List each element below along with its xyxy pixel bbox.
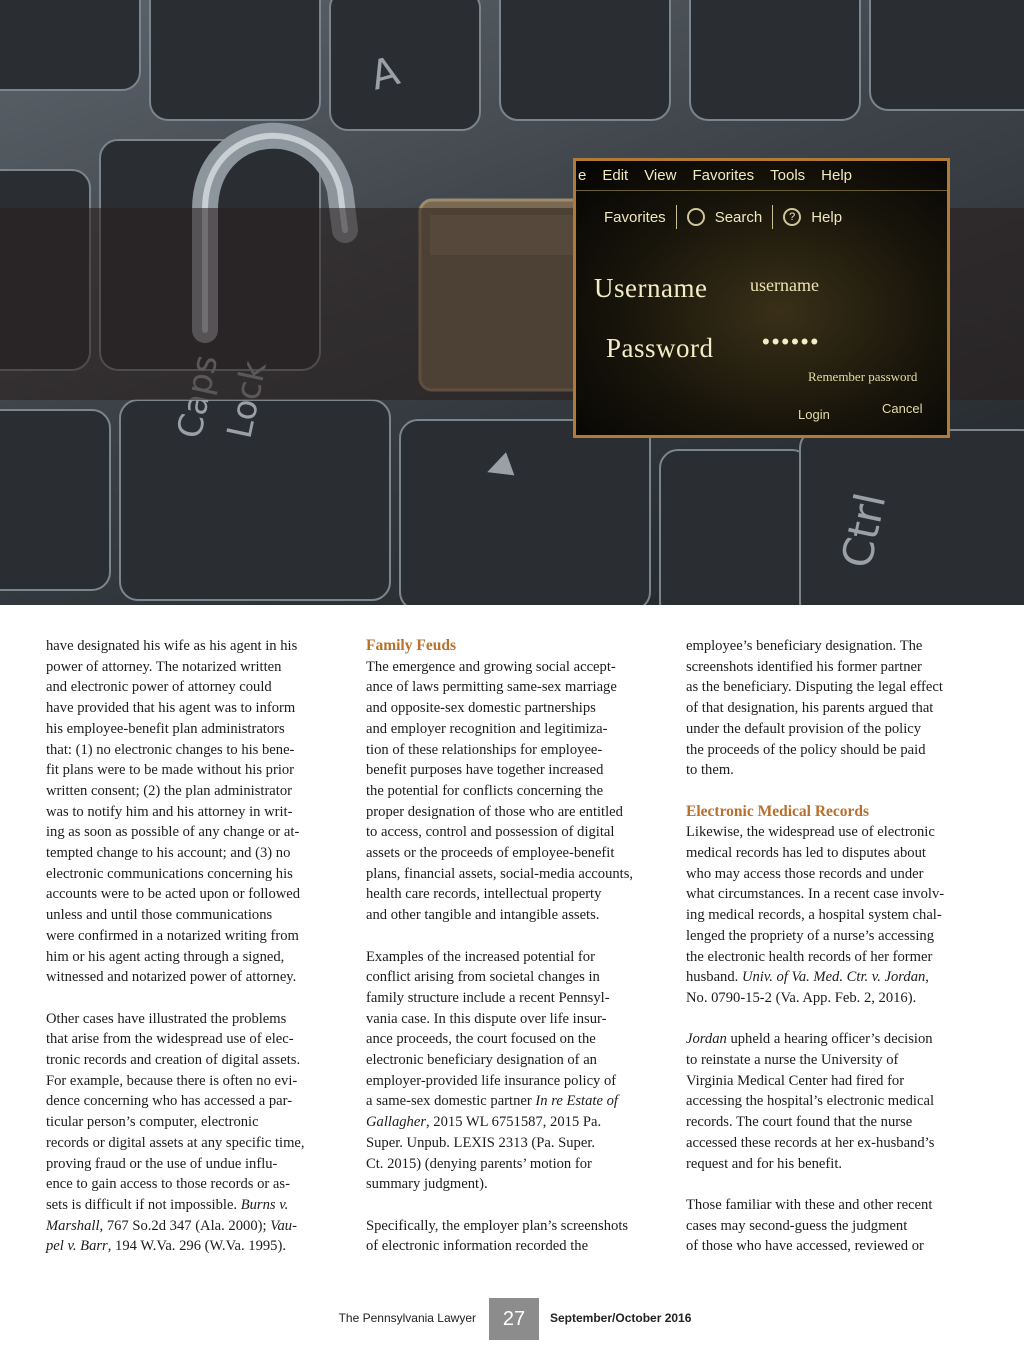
text-line: of those who have accessed, reviewed or <box>686 1238 924 1255</box>
text-line <box>366 1091 656 1112</box>
password-label: Password <box>606 333 714 363</box>
case-citation: Jordan <box>686 1031 727 1048</box>
text-line: tion of these relationships for employee- <box>366 741 603 758</box>
text-line: what circumstances. In a recent case involv- <box>686 886 945 903</box>
text-line <box>686 1029 976 1050</box>
login-screenshot-inset <box>573 158 950 438</box>
paragraph <box>686 1195 976 1257</box>
menu-help[interactable]: Help <box>821 167 853 184</box>
text-line <box>46 1195 336 1216</box>
browser-menu-bar <box>576 167 947 191</box>
text-line: The emergence and growing social accept- <box>366 658 616 675</box>
footer-publication: The Pennsylvania Lawyer <box>338 1311 476 1325</box>
text-line: the electronic health records of her former <box>686 948 933 965</box>
text-line: Super. Unpub. LEXIS 2313 (Pa. Super. <box>366 1134 596 1151</box>
menu-view[interactable]: View <box>644 167 677 184</box>
text-line: screenshots identified his former partner <box>686 658 922 675</box>
text-line: ance of laws permitting same-sex marriage <box>366 679 617 696</box>
page-number: 27 <box>489 1298 539 1340</box>
text-line: and electronic power of attorney could <box>46 679 272 696</box>
text-line: as the beneficiary. Disputing the legal effect <box>686 679 943 696</box>
text-line: lenged the propriety of a nurse’s accessing <box>686 927 935 944</box>
text-line: Specifically, the employer plan’s screenshots <box>366 1217 629 1234</box>
text-line: and other tangible and intangible assets. <box>366 907 600 924</box>
toolbar-separator <box>772 205 773 229</box>
text-line: him or his agent acting through a signed, <box>46 948 285 965</box>
hero-photo <box>0 0 1024 605</box>
text-line: records or digital assets at any specific time, <box>46 1134 305 1151</box>
menu-tools[interactable]: Tools <box>770 167 806 184</box>
text-line: have provided that his agent was to inform <box>46 700 296 717</box>
text-line <box>46 1216 336 1237</box>
case-citation: Burns v. <box>240 1196 289 1213</box>
text-line: ence to gain access to those records or as- <box>46 1176 290 1193</box>
username-label: Username <box>594 273 708 303</box>
login-button[interactable]: Login <box>798 407 830 422</box>
svg-text:A: A <box>365 48 405 100</box>
menu-edit[interactable]: Edit <box>602 167 629 184</box>
text-line: proving fraud or the use of undue influ- <box>46 1155 278 1172</box>
paragraph <box>366 657 656 926</box>
text-line: that arise from the widespread use of elec- <box>46 1031 294 1048</box>
cancel-button[interactable]: Cancel <box>882 401 923 416</box>
search-icon[interactable] <box>687 208 705 226</box>
text-line: unless and until those communications <box>46 907 273 924</box>
text-line: vania case. In this dispute over life insur- <box>366 1010 607 1027</box>
text-line: Ct. 2015) (denying parents’ motion for <box>366 1155 592 1172</box>
text-line: fit plans were to be made without his prior <box>46 762 295 779</box>
text-line: and employer recognition and legitimiza- <box>366 720 608 737</box>
text-line: request and for his benefit. <box>686 1155 843 1172</box>
text-line: ing medical records, a hospital system chal- <box>686 907 942 924</box>
toolbar-help[interactable]: Help <box>811 208 843 226</box>
text-line: Examples of the increased potential for <box>366 948 595 965</box>
text-line: Likewise, the widespread use of electronic <box>686 824 935 841</box>
browser-toolbar <box>604 203 842 231</box>
text-line: were confirmed in a notarized writing from <box>46 927 299 944</box>
password-field[interactable]: •••••• <box>762 329 821 354</box>
text-line: No. 0790-15-2 (Va. App. Feb. 2, 2016). <box>686 989 917 1006</box>
case-citation: pel v. Barr <box>46 1238 108 1255</box>
paragraph <box>366 1216 656 1257</box>
text-line: employee’s beneficiary designation. The <box>686 638 923 654</box>
text-line <box>366 1112 656 1133</box>
text-line: For example, because there is often no evi- <box>46 1072 298 1089</box>
text-line: Other cases have illustrated the problems <box>46 1010 287 1027</box>
text-line: ing as soon as possible of any change or at- <box>46 824 300 841</box>
text-line: his employee-benefit plan administrators <box>46 720 285 737</box>
text-line: Virginia Medical Center had fired for <box>686 1072 905 1089</box>
text-line <box>46 1236 336 1257</box>
article-column-1 <box>46 636 336 1257</box>
case-citation: Vau- <box>270 1217 297 1234</box>
case-citation: In re Estate of <box>535 1093 618 1110</box>
footer-issue-date: September/October 2016 <box>550 1311 692 1325</box>
text-line: accessed these records at her ex-husband’s <box>686 1134 935 1151</box>
text-line: to access, control and possession of digital <box>366 824 615 841</box>
text-line: power of attorney. The notarized written <box>46 658 282 675</box>
text-line: plans, financial assets, social-media accounts, <box>366 865 634 882</box>
article-column-3 <box>686 636 976 1257</box>
text-line: electronic communications concerning his <box>46 865 293 882</box>
paragraph <box>46 636 336 988</box>
text-line: to reinstate a nurse the University of <box>686 1052 899 1069</box>
help-icon[interactable]: ? <box>783 208 801 226</box>
text-line: tempted change to his account; and (3) no <box>46 845 291 862</box>
text-line: have designated his wife as his agent in his <box>46 638 298 654</box>
paragraph <box>686 1029 976 1174</box>
paragraph <box>686 822 976 1008</box>
case-citation: Univ. of Va. Med. Ctr. v. Jordan <box>741 969 926 986</box>
text-line: tronic records and creation of digital assets. <box>46 1052 301 1069</box>
toolbar-separator <box>676 205 677 229</box>
text-line: benefit purposes have together increased <box>366 762 604 779</box>
text-line: who may access those records and under <box>686 865 924 882</box>
text-line: witnessed and notarized power of attorney. <box>46 969 297 986</box>
text-line: ance proceeds, the court focused on the <box>366 1031 596 1048</box>
case-citation: Gallagher <box>366 1114 426 1131</box>
text-line: employer-provided life insurance policy of <box>366 1072 617 1089</box>
text-run: , 194 W.Va. 296 (W.Va. 1995). <box>107 1238 286 1255</box>
text-line: under the default provision of the policy <box>686 720 922 737</box>
text-line: to them. <box>686 762 734 779</box>
menu-file-fragment[interactable]: e <box>578 167 587 184</box>
svg-text:◀: ◀ <box>479 443 516 488</box>
text-line: ticular person’s computer, electronic <box>46 1114 259 1131</box>
text-line: proper designation of those who are entitled <box>366 803 623 820</box>
text-run: , 2015 WL 6751587, 2015 Pa. <box>426 1114 602 1131</box>
text-run: sets is difficult if not impossible. <box>46 1196 241 1213</box>
section-heading-electronic-medical-records: Electronic Medical Records <box>686 802 870 820</box>
text-line: accounts were to be acted upon or followed <box>46 886 301 903</box>
text-line: conflict arising from societal changes in <box>366 969 600 986</box>
toolbar-favorites[interactable]: Favorites <box>604 208 666 226</box>
text-line: of electronic information recorded the <box>366 1238 589 1255</box>
text-line: assets or the proceeds of employee-benefit <box>366 845 615 862</box>
text-line: of that designation, his parents argued that <box>686 700 934 717</box>
text-line: that: (1) no electronic changes to his bene- <box>46 741 295 758</box>
text-line: accessing the hospital’s electronic medical <box>686 1093 935 1110</box>
text-line: the proceeds of the policy should be paid <box>686 741 926 758</box>
text-line: was to notify him and his attorney in writ- <box>46 803 293 820</box>
toolbar-search[interactable]: Search <box>714 208 763 226</box>
text-line: records. The court found that the nurse <box>686 1114 913 1131</box>
text-run: 767 So.2d 347 (Ala. 2000); <box>103 1217 271 1234</box>
text-line: health care records, intellectual property <box>366 886 602 903</box>
text-line: summary judgment). <box>366 1176 488 1193</box>
text-line: electronic beneficiary designation of an <box>366 1052 597 1069</box>
text-line: dence concerning who has accessed a par- <box>46 1093 293 1110</box>
paragraph <box>366 947 656 1195</box>
text-line: medical records has led to disputes about <box>686 845 926 862</box>
case-citation: Marshall, <box>46 1217 104 1234</box>
paragraph <box>686 636 976 781</box>
remember-password-option[interactable]: Remember password <box>808 369 918 384</box>
text-line: written consent; (2) the plan administrator <box>46 782 292 799</box>
text-run: husband. <box>686 969 742 986</box>
svg-text:Ctrl: Ctrl <box>831 488 896 573</box>
paragraph <box>46 1009 336 1257</box>
text-run: a same-sex domestic partner <box>366 1093 536 1110</box>
text-line: Those familiar with these and other recent <box>686 1196 933 1213</box>
section-heading-family-feuds: Family Feuds <box>366 637 456 654</box>
text-line <box>686 967 976 988</box>
text-line: family structure include a recent Pennsyl- <box>366 989 610 1006</box>
text-run: , <box>925 969 929 986</box>
text-line: the potential for conflicts concerning the <box>366 782 604 799</box>
menu-favorites[interactable]: Favorites <box>692 167 755 184</box>
text-line: cases may second-guess the judgment <box>686 1217 908 1234</box>
text-line: and opposite-sex domestic partnerships <box>366 700 596 717</box>
article-column-2 <box>366 636 656 1257</box>
text-run: upheld a hearing officer’s decision <box>726 1031 933 1048</box>
username-field[interactable]: username <box>750 275 819 295</box>
